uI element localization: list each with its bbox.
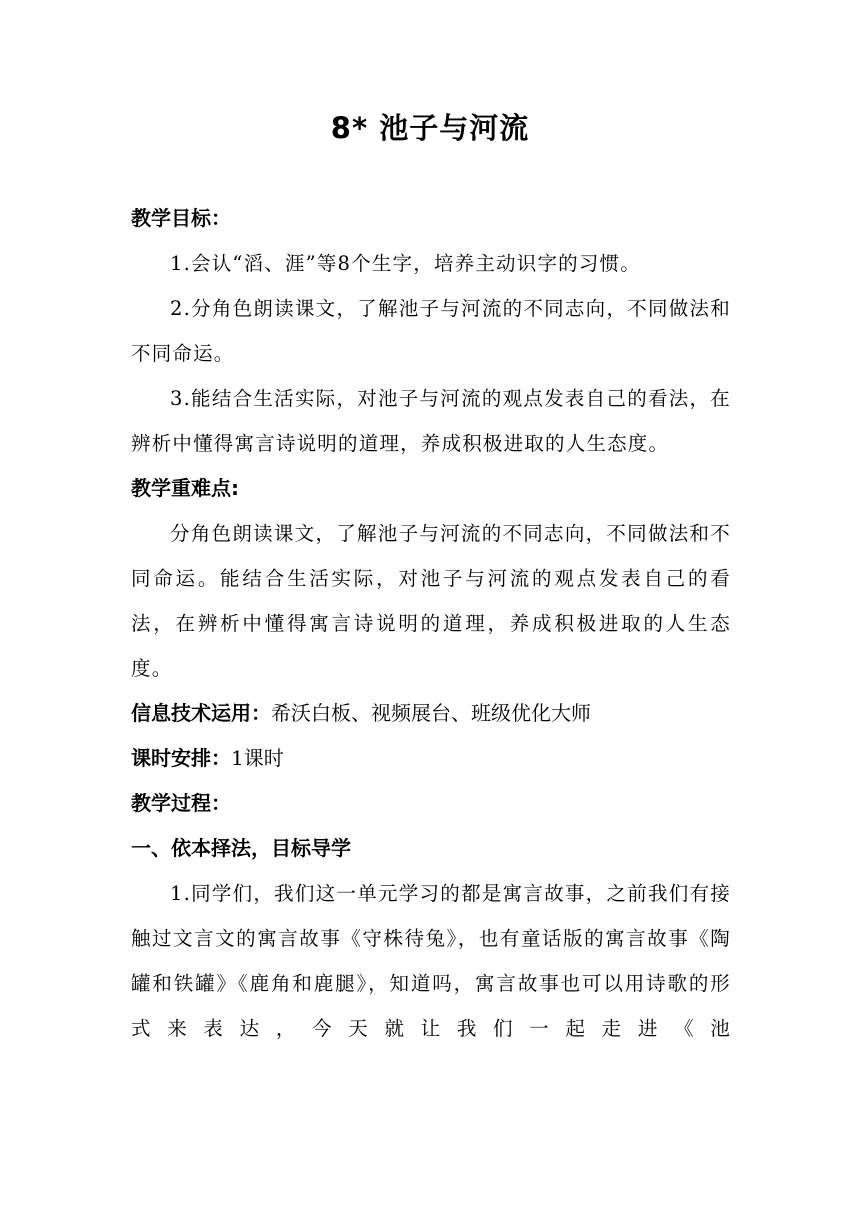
step1-text: 1.同学们，我们这一单元学习的都是寓言故事，之前我们有接触过文言文的寓言故事《守株待兔》，也有童话版的寓言故事《陶罐和铁罐》《鹿角和鹿腿》，知道吗，寓言故事也可以用诗歌的形式来表达，今天就让我们一起走进《池 [131, 882, 731, 1040]
schedule-heading: 课时安排： [131, 746, 231, 770]
tech-value: 希沃白板、视频展台、班级优化大师 [271, 701, 591, 725]
process-heading: 教学过程： [131, 791, 231, 815]
objective-item-1: 1.会认“滔、涯”等8个生字，培养主动识字的习惯。 [170, 252, 641, 275]
tech-heading: 信息技术运用： [131, 701, 271, 725]
schedule-line [131, 736, 731, 781]
objective-item-2: 2.分角色朗读课文，了解池子与河流的不同志向，不同做法和不同命运。 [131, 297, 731, 365]
document-body [131, 196, 731, 1051]
page-title: 8* 池子与河流 [330, 111, 530, 145]
tech-line [131, 691, 731, 736]
objective-item-3: 3.能结合生活实际，对池子与河流的观点发表自己的看法，在辨析中懂得寓言诗说明的道理，养成积极进取的人生态度。 [131, 387, 731, 455]
objectives-heading: 教学目标： [131, 206, 231, 230]
step1-heading: 一、依本择法，目标导学 [131, 836, 351, 860]
key-points-text: 分角色朗读课文，了解池子与河流的不同志向，不同做法和不同命运。能结合生活实际，对池子与河流的观点发表自己的看法，在辨析中懂得寓言诗说明的道理，养成积极进取的人生态度。 [131, 522, 731, 680]
schedule-value: 1课时 [231, 746, 284, 770]
key-points-heading: 教学重难点: [131, 476, 239, 500]
